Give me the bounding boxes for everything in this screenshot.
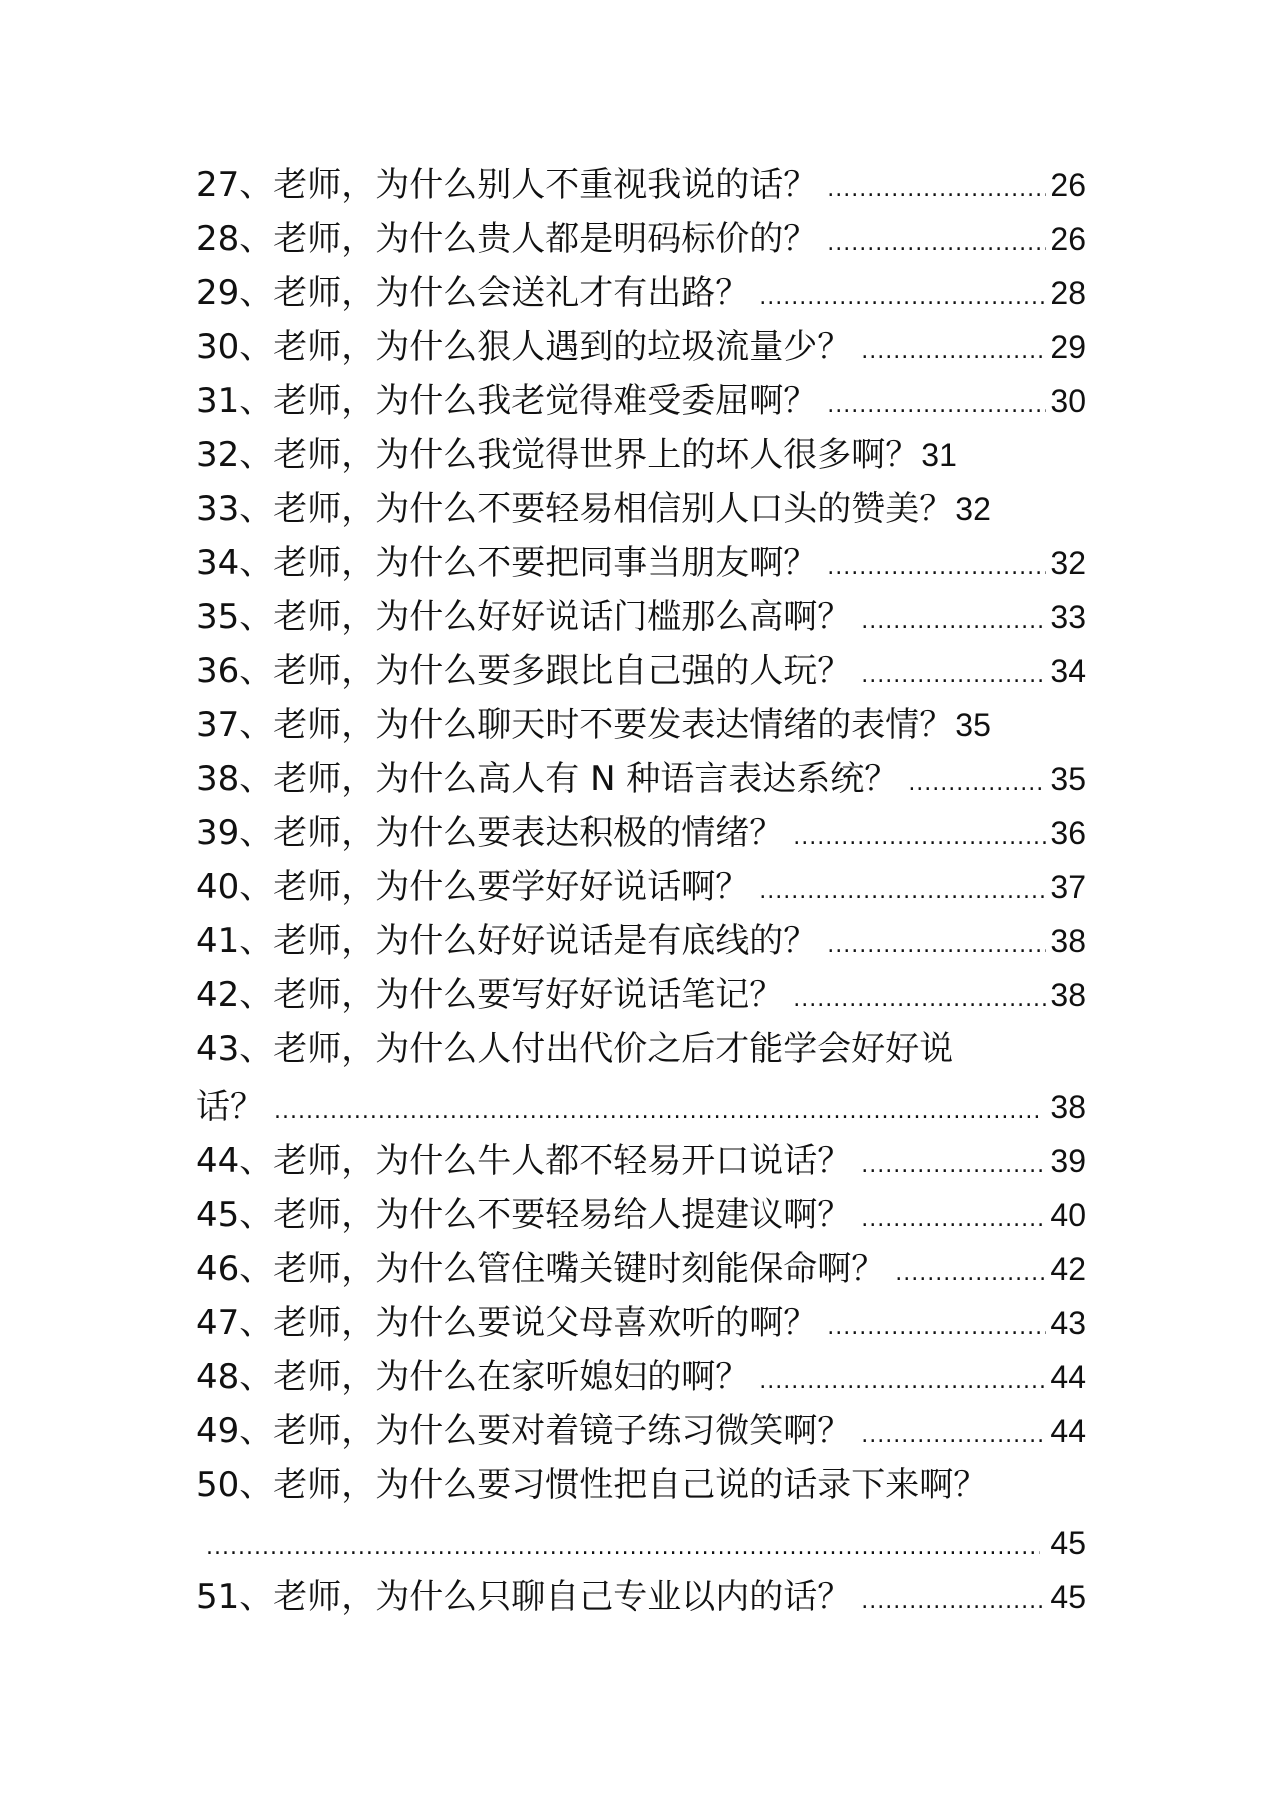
toc-page-number: 36: [1050, 815, 1086, 851]
toc-page-number: 40: [1050, 1197, 1086, 1233]
dot-leader: [827, 163, 1046, 217]
toc-entry-title: 35、老师，为什么好好说话门槛那么高啊？: [196, 597, 852, 637]
toc-entry-28[interactable]: [196, 212, 1086, 266]
toc-page-number: 28: [1050, 275, 1086, 311]
toc-entry-46[interactable]: [196, 1242, 1086, 1296]
toc-entry-title: 36、老师，为什么要多跟比自己强的人玩？: [196, 651, 852, 691]
toc-entry-title: 37、老师，为什么聊天时不要发表达情绪的表情？: [196, 705, 954, 745]
toc-page-number: 38: [1050, 923, 1086, 959]
toc-entry-29[interactable]: [196, 266, 1086, 320]
toc-page-number: 30: [1050, 383, 1086, 419]
toc-entry-34[interactable]: [196, 536, 1086, 590]
dot-leader: [206, 1521, 1040, 1575]
toc-entry-title-continued: 话？: [196, 1087, 264, 1127]
toc-page-number: 38: [1050, 1089, 1086, 1125]
toc-entry-45[interactable]: [196, 1188, 1086, 1242]
dot-leader: [793, 973, 1046, 1027]
toc-entry-title: 28、老师，为什么贵人都是明码标价的？: [196, 219, 818, 259]
toc-entry-48[interactable]: [196, 1350, 1086, 1404]
toc-entry-title: 30、老师，为什么狠人遇到的垃圾流量少？: [196, 327, 852, 367]
toc-entry-30[interactable]: [196, 320, 1086, 374]
toc-page-number: 38: [1050, 977, 1086, 1013]
toc-entry-title: 29、老师，为什么会送礼才有出路？: [196, 273, 750, 313]
toc-entry-32[interactable]: [196, 428, 1086, 482]
toc-entry-title: 45、老师，为什么不要轻易给人提建议啊？: [196, 1195, 852, 1235]
toc-page-number: 37: [1050, 869, 1086, 905]
toc-entry-title: 47、老师，为什么要说父母喜欢听的啊？: [196, 1303, 818, 1343]
dot-leader: [861, 1193, 1046, 1247]
toc-entry-33[interactable]: [196, 482, 1086, 536]
dot-leader: [861, 1139, 1046, 1193]
toc-page-number: 35: [955, 707, 991, 743]
toc-entry-title: 27、老师，为什么别人不重视我说的话？: [196, 165, 818, 205]
toc-entry-title: 50、老师，为什么要习惯性把自己说的话录下来啊？: [196, 1465, 988, 1505]
dot-leader: [827, 217, 1046, 271]
dot-leader: [827, 919, 1046, 973]
toc-entry-39[interactable]: [196, 806, 1086, 860]
dot-leader: [827, 1301, 1046, 1355]
toc-page-number: 26: [1050, 221, 1086, 257]
dot-leader: [759, 865, 1046, 919]
toc-entry-42[interactable]: [196, 968, 1086, 1022]
toc-page-number: 26: [1050, 167, 1086, 203]
toc-page-number: 35: [1050, 761, 1086, 797]
toc-page-number: 43: [1050, 1305, 1086, 1341]
toc-entry-title: 39、老师，为什么要表达积极的情绪？: [196, 813, 784, 853]
toc-entry-31[interactable]: [196, 374, 1086, 428]
toc-entry-title: 41、老师，为什么好好说话是有底线的？: [196, 921, 818, 961]
dot-leader: [759, 271, 1046, 325]
toc-entry-title: 51、老师，为什么只聊自己专业以内的话？: [196, 1577, 852, 1617]
dot-leader: [793, 811, 1046, 865]
dot-leader: [861, 595, 1046, 649]
toc-page-number: 31: [921, 437, 957, 473]
toc-page-number: 39: [1050, 1143, 1086, 1179]
dot-leader: [274, 1085, 1040, 1139]
toc-entry-title: 46、老师，为什么管住嘴关键时刻能保命啊？: [196, 1249, 886, 1289]
dot-leader: [908, 757, 1046, 811]
dot-leader: [827, 541, 1046, 595]
toc-entry-38[interactable]: [196, 752, 1086, 806]
table-of-contents: [196, 158, 1086, 1624]
toc-page-number: 34: [1050, 653, 1086, 689]
toc-entry-title: 38、老师，为什么高人有 N 种语言表达系统？: [196, 759, 899, 799]
toc-entry-title: 48、老师，为什么在家听媳妇的啊？: [196, 1357, 750, 1397]
toc-entry-50[interactable]: [196, 1458, 1086, 1570]
toc-page-number: 32: [955, 491, 991, 527]
toc-entry-37[interactable]: [196, 698, 1086, 752]
dot-leader: [827, 379, 1046, 433]
toc-entry-49[interactable]: [196, 1404, 1086, 1458]
toc-page-number: 29: [1050, 329, 1086, 365]
toc-entry-title: 33、老师，为什么不要轻易相信别人口头的赞美？: [196, 489, 954, 529]
toc-page-number: 45: [1050, 1525, 1086, 1561]
toc-entry-41[interactable]: [196, 914, 1086, 968]
toc-page-number: 44: [1050, 1413, 1086, 1449]
toc-entry-40[interactable]: [196, 860, 1086, 914]
toc-page-number: 45: [1050, 1579, 1086, 1615]
toc-entry-51[interactable]: [196, 1570, 1086, 1624]
toc-entry-27[interactable]: [196, 158, 1086, 212]
toc-page-number: 33: [1050, 599, 1086, 635]
toc-entry-36[interactable]: [196, 644, 1086, 698]
toc-entry-47[interactable]: [196, 1296, 1086, 1350]
dot-leader: [759, 1355, 1046, 1409]
toc-entry-35[interactable]: [196, 590, 1086, 644]
toc-entry-title: 31、老师，为什么我老觉得难受委屈啊？: [196, 381, 818, 421]
toc-entry-43[interactable]: [196, 1022, 1086, 1134]
toc-entry-title: 32、老师，为什么我觉得世界上的坏人很多啊？: [196, 435, 920, 475]
toc-entry-title: 43、老师，为什么人付出代价之后才能学会好好说: [196, 1029, 954, 1069]
toc-entry-44[interactable]: [196, 1134, 1086, 1188]
toc-page-number: 32: [1050, 545, 1086, 581]
toc-page-number: 42: [1050, 1251, 1086, 1287]
toc-entry-title: 40、老师，为什么要学好好说话啊？: [196, 867, 750, 907]
toc-page-number: 44: [1050, 1359, 1086, 1395]
dot-leader: [861, 649, 1046, 703]
toc-entry-title: 34、老师，为什么不要把同事当朋友啊？: [196, 543, 818, 583]
dot-leader: [861, 1409, 1046, 1463]
toc-entry-title: 49、老师，为什么要对着镜子练习微笑啊？: [196, 1411, 852, 1451]
dot-leader: [861, 1575, 1046, 1629]
toc-entry-title: 42、老师，为什么要写好好说话笔记？: [196, 975, 784, 1015]
dot-leader: [895, 1247, 1046, 1301]
dot-leader: [861, 325, 1046, 379]
toc-entry-title: 44、老师，为什么牛人都不轻易开口说话？: [196, 1141, 852, 1181]
